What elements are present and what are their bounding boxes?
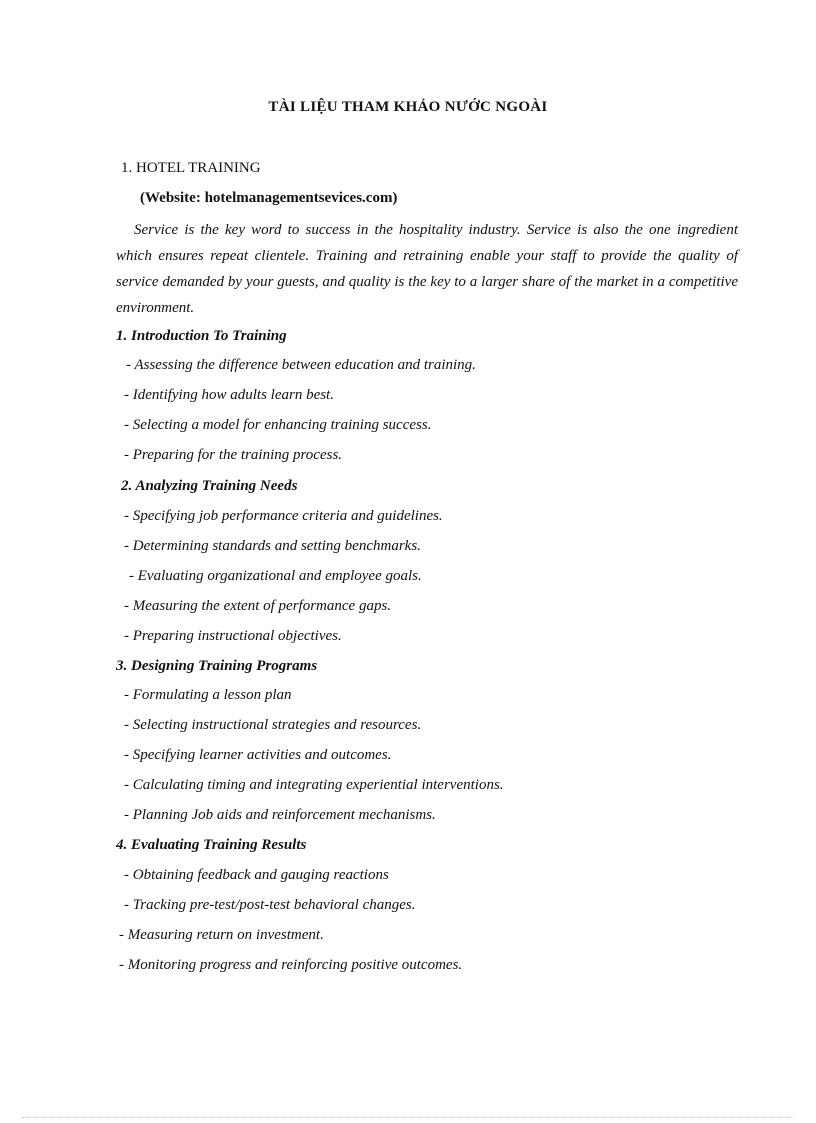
list-item: - Specifying job performance criteria and guidelines. [124,508,443,524]
list-item: - Calculating timing and integrating experiential interventions. [124,777,504,793]
list-item: - Specifying learner activities and outcomes. [124,747,392,763]
list-item: - Determining standards and setting benchmarks. [124,538,421,554]
list-item: - Tracking pre-test/post-test behavioral changes. [124,897,416,913]
list-item: - Assessing the difference between education and training. [126,357,476,373]
list-item: - Monitoring progress and reinforcing positive outcomes. [119,957,463,973]
intro-paragraph: Service is the key word to success in the hospitality industry. Service is also the one ingredient which ensures repeat clientele. Training and retraining enable your staff to provide the quality of service demanded by your guests, and quality is the key to a larger share of the market in a competitive environment. [116,222,738,316]
page-title: TÀI LIỆU THAM KHẢO NƯỚC NGOÀI [268,99,548,115]
list-item: - Measuring the extent of performance gaps. [124,598,392,614]
section-title: 1. Introduction To Training [116,328,287,344]
list-item: - Selecting instructional strategies and resources. [124,717,422,733]
list-item: - Formulating a lesson plan [124,687,292,703]
section-title: 3. Designing Training Programs [116,658,318,674]
list-item: - Planning Job aids and reinforcement mechanisms. [124,807,436,823]
list-item: - Preparing for the training process. [124,447,343,463]
list-item: - Measuring return on investment. [119,927,324,943]
list-item: - Identifying how adults learn best. [124,387,334,403]
section-title: 2. Analyzing Training Needs [121,478,298,494]
hotel-training-heading: 1. HOTEL TRAINING [121,160,261,176]
page-footer-divider [22,1117,794,1118]
list-item: - Evaluating organizational and employee goals. [129,568,422,584]
list-item: - Selecting a model for enhancing training success. [124,417,432,433]
section-title: 4. Evaluating Training Results [116,837,307,853]
list-item: - Obtaining feedback and gauging reactions [124,867,389,883]
list-item: - Preparing instructional objectives. [124,628,342,644]
website-line: (Website: hotelmanagementsevices.com) [140,190,398,206]
